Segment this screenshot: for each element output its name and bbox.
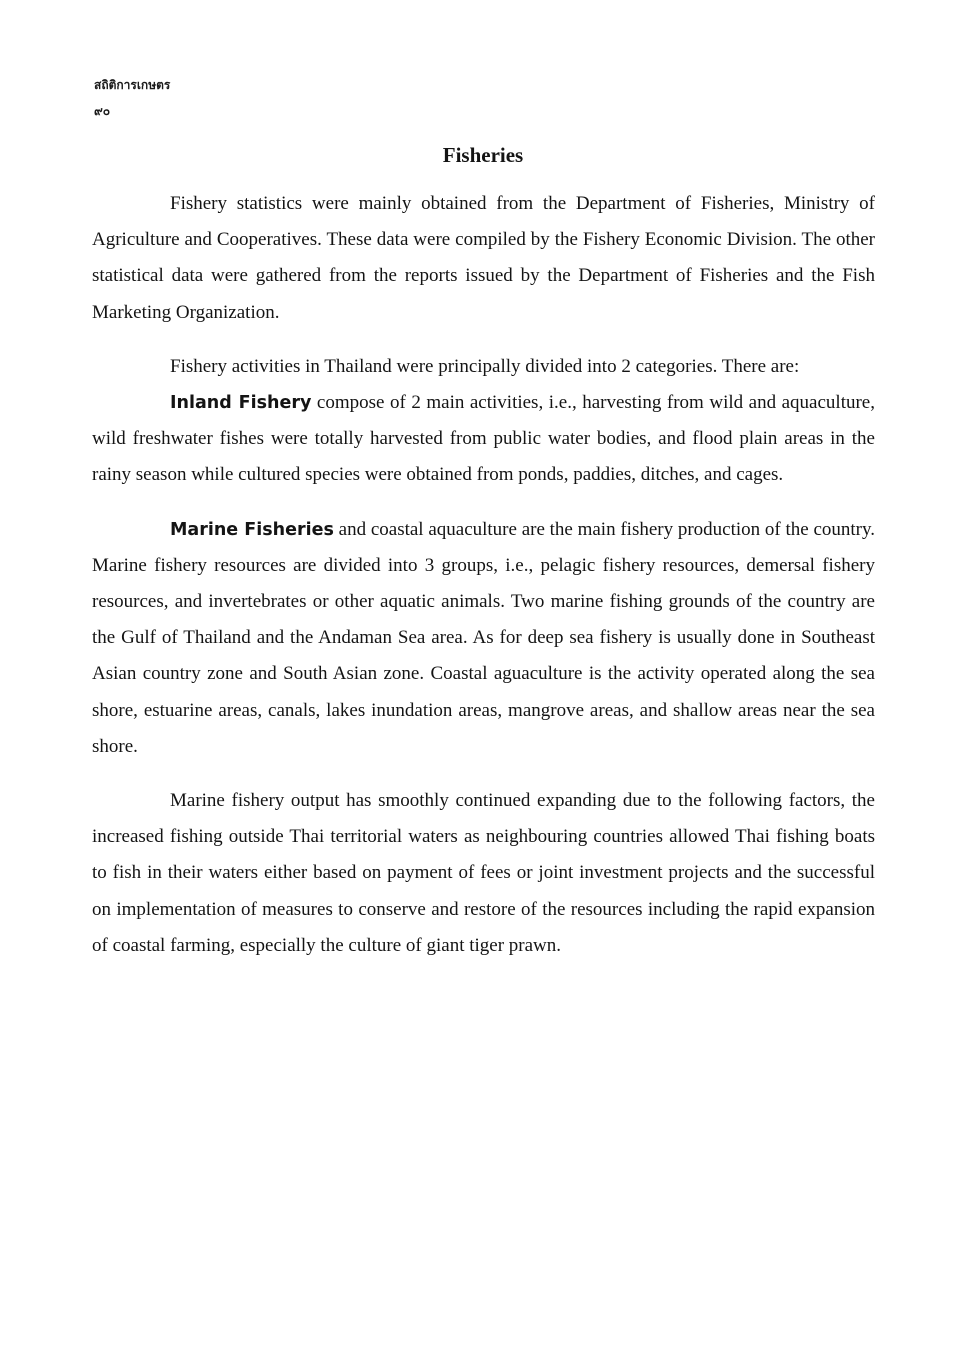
paragraph-categories — [92, 349, 875, 385]
paragraph-lead-term: Inland Fishery — [170, 393, 312, 414]
paragraph-text: Fishery statistics were mainly obtained from the Department of Fisheries, Ministry of Agriculture and Cooperatives. These data were compiled by the Fishery Economic Division. The other statistical data were gathered from the reports issued by the Department of Fisheries and the Fish Marketing Organization. — [92, 193, 875, 323]
paragraph-text: Fishery activities in Thailand were principally divided into 2 categories. There are: — [170, 355, 800, 377]
paragraph-lead-term: Marine Fisheries — [170, 519, 334, 540]
paragraph-inland-fishery — [92, 385, 875, 494]
paragraph-text: Marine fishery output has smoothly continued expanding due to the following factors, the increased fishing outside Thai territorial waters as neighbouring countries allowed Thai fishing boats to fish in their waters either based on payment of fees or joint investment projects and the successful on implementation of measures to conserve and restore of the resources including the rapid expansion of coastal farming, especially the culture of giant tiger prawn. — [92, 790, 875, 956]
page-header — [94, 72, 170, 124]
paragraph-output-growth — [92, 783, 875, 964]
paragraph-text: and coastal aquaculture are the main fishery production of the country. Marine fishery resources are divided into 3 groups, i.e., pelagic fishery resources, demersal fishery resources, and invertebrates or other aquatic animals. Two marine fishing grounds of the country are the Gulf of Thailand and the Andaman Sea area. As for deep sea fishery is usually done in Southeast Asian country zone and South Asian zone. Coastal aguaculture is the activity operated along the sea shore, estuarine areas, canals, lakes inundation areas, mangrove areas, and shallow areas near the sea shore. — [92, 518, 876, 757]
paragraph-sources — [92, 186, 875, 331]
page-number: ๙๐ — [94, 104, 111, 118]
publication-name: สถิติการเกษตร — [94, 78, 171, 92]
section-title: Fisheries — [442, 143, 524, 167]
paragraph-marine-fisheries — [92, 512, 875, 765]
section-body — [92, 186, 875, 964]
paragraph-text: compose of 2 main activities, i.e., harvesting from wild and aquaculture, wild freshwater fishes were totally harvested from public water bodies, and flood plain areas in the rainy season while cultured species were obtained from ponds, paddies, ditches, and cages. — [92, 392, 875, 486]
